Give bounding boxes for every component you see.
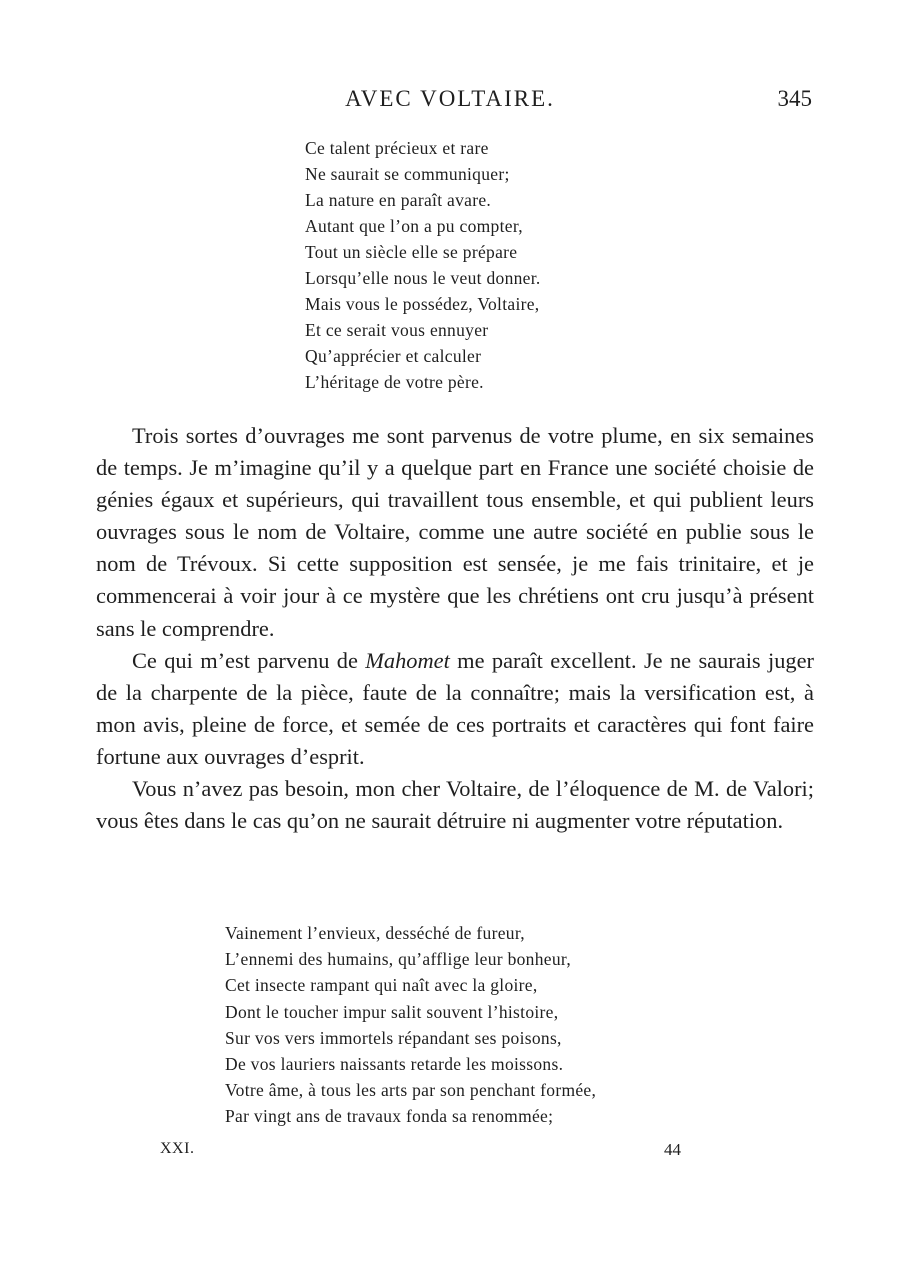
verse-line: Mais vous le possédez, Voltaire, — [305, 294, 540, 314]
paragraph-mahomet — [96, 645, 814, 773]
verse-line: L’ennemi des humains, qu’afflige leur bonheur, — [225, 949, 572, 970]
verse-line: Ce talent précieux et rare — [305, 138, 489, 158]
running-head — [0, 86, 900, 120]
sheet-number: 44 — [664, 1140, 681, 1159]
verse-line: Par vingt ans de travaux fonda sa renommée; — [225, 1106, 554, 1127]
verse-line: Dont le toucher impur salit souvent l’histoire, — [225, 1001, 559, 1022]
paragraph-text: me paraît excellent. Je ne saurais juger de la charpente de la pièce, faute de la connaître; mais la versification est, à mon avis, pleine de force, et semée de ces portraits et caractères qui font faire fortune aux ouvrages d’esprit. — [96, 647, 814, 769]
verse-line: Tout un siècle elle se prépare — [305, 242, 518, 262]
verse-line: Ne saurait se communiquer; — [305, 164, 510, 184]
prose-body — [96, 420, 814, 837]
verse-line: L’héritage de votre père. — [305, 372, 484, 392]
verse-line: Qu’apprécier et calculer — [305, 346, 482, 366]
paragraph-text: Ce qui m’est parvenu de — [132, 647, 366, 673]
page-number: 345 — [777, 86, 812, 111]
paragraph-trinitaire: Trois sortes d’ouvrages me sont parvenus de votre plume, en six semaines de temps. Je m’imagine qu’il y a quelque part en France une société choisie de génies égaux et supérieurs, qui travaillent tous ensemble, et qui publient leurs ouvrages sous le nom de Voltaire, comme une autre société en publie sous le nom de Trévoux. Si cette supposition est sensée, je me fais trinitaire, et je commencerai à voir jour à ce mystère que les chrétiens ont cru jusqu’à présent sans le comprendre. — [96, 423, 814, 641]
work-title-italic: Mahomet — [365, 647, 450, 673]
verse-line: Votre âme, à tous les arts par son penchant formée, — [225, 1080, 597, 1101]
verse-line: Cet insecte rampant qui naît avec la gloire, — [225, 975, 538, 996]
running-title: AVEC VOLTAIRE. — [345, 86, 555, 111]
verse-line: De vos lauriers naissants retarde les moissons. — [225, 1054, 564, 1075]
volume-signature: XXI. — [160, 1140, 195, 1157]
paragraph-valori: Vous n’avez pas besoin, mon cher Voltaire, de l’éloquence de M. de Valori; vous êtes dans le cas qu’on ne saurait détruire ni augmenter votre réputation. — [96, 776, 814, 834]
verse-line: Vainement l’envieux, desséché de fureur, — [225, 923, 525, 943]
verse-line: Autant que l’on a pu compter, — [305, 216, 523, 236]
verse-line: Sur vos vers immortels répandant ses poisons, — [225, 1027, 562, 1048]
verse-line: La nature en paraît avare. — [305, 190, 492, 210]
verse-block-2 — [225, 920, 596, 1130]
verse-block-1 — [305, 135, 541, 395]
verse-line: Et ce serait vous ennuyer — [305, 320, 489, 340]
verse-line: Lorsqu’elle nous le veut donner. — [305, 268, 541, 288]
